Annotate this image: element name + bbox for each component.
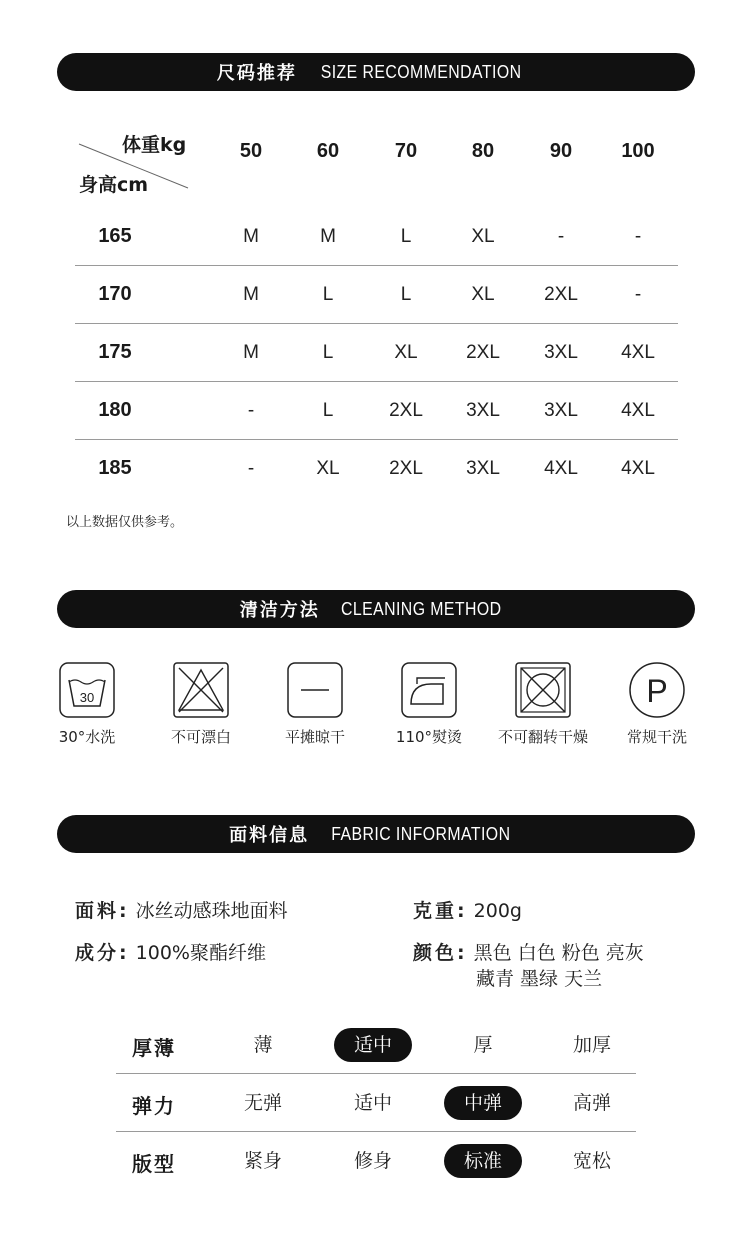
size-cell: - <box>557 226 565 247</box>
attribute-option: 修身 <box>353 1150 392 1172</box>
fabric-weight-info <box>413 896 522 923</box>
attribute-row-fit <box>116 1132 636 1189</box>
wash-temperature-text: 30 <box>79 690 95 705</box>
fabric-information-banner <box>57 815 695 853</box>
size-cell: L <box>400 284 412 305</box>
size-cell: - <box>247 400 255 421</box>
attribute-option: 薄 <box>253 1034 273 1056</box>
size-cell: M <box>243 342 259 363</box>
size-recommendation-banner <box>57 53 695 91</box>
care-item-iron-110 <box>369 662 489 747</box>
care-item-no-tumble-dry <box>483 662 603 747</box>
material-info <box>75 896 288 923</box>
banner-title-zh: 尺码推荐 <box>216 63 297 84</box>
reference-note: 以上数据仅供参考。 <box>66 515 184 530</box>
size-cell: 2XL <box>466 342 500 363</box>
weight-column-header: 50 <box>239 140 263 162</box>
attribute-name: 厚薄 <box>132 1036 176 1060</box>
fabric-weight-key: 克重: <box>413 900 468 922</box>
composition-info <box>75 938 266 965</box>
size-cell: - <box>634 226 642 247</box>
color-info <box>413 938 644 965</box>
attribute-option: 紧身 <box>243 1150 282 1172</box>
composition-key: 成分: <box>75 942 130 964</box>
size-cell: L <box>400 226 412 247</box>
height-row-header: 185 <box>98 457 132 479</box>
banner-title-en: SIZE RECOMMENDATION <box>320 61 522 82</box>
height-row-header: 175 <box>98 341 132 363</box>
care-item-dry-flat <box>255 662 375 747</box>
attribute-option: 无弹 <box>243 1092 282 1114</box>
size-cell: 4XL <box>621 458 655 479</box>
size-cell: 2XL <box>544 284 578 305</box>
size-cell: M <box>243 284 259 305</box>
wash-30-icon <box>59 662 115 718</box>
color-info-continued <box>476 964 602 991</box>
attribute-option: 适中 <box>353 1092 392 1114</box>
size-cell: - <box>634 284 642 305</box>
height-axis-label: 身高cm <box>79 174 149 196</box>
size-cell: 2XL <box>389 458 423 479</box>
attribute-option: 高弹 <box>572 1092 611 1114</box>
size-cell: 4XL <box>621 400 655 421</box>
size-row <box>75 381 678 440</box>
attribute-option: 厚 <box>473 1034 493 1056</box>
no-bleach-icon <box>173 662 229 718</box>
material-key: 面料: <box>75 900 130 922</box>
height-row-header: 170 <box>98 283 132 305</box>
care-label: 不可翻转干燥 <box>497 728 588 746</box>
size-cell: XL <box>471 226 495 247</box>
banner-title-en: FABRIC INFORMATION <box>331 823 511 844</box>
cleaning-method-banner <box>57 590 695 628</box>
care-item-no-bleach <box>141 662 261 747</box>
care-label: 不可漂白 <box>170 728 231 746</box>
attribute-option-selected: 标准 <box>444 1144 522 1178</box>
care-item-wash-30 <box>27 662 147 747</box>
care-label: 常规干洗 <box>626 728 687 746</box>
size-cell: 3XL <box>466 458 500 479</box>
color-key: 颜色: <box>413 942 468 964</box>
no-tumble-dry-icon <box>515 662 571 718</box>
size-cell: - <box>247 458 255 479</box>
size-row <box>75 265 678 324</box>
table-corner-header <box>75 118 190 198</box>
height-row-header: 180 <box>98 399 132 421</box>
attribute-row-thickness <box>116 1016 636 1074</box>
attribute-name: 弹力 <box>132 1094 176 1118</box>
weight-column-header: 60 <box>316 140 340 162</box>
size-cell: 4XL <box>544 458 578 479</box>
color-values-line1: 黑色 白色 粉色 亮灰 <box>473 942 644 964</box>
weight-column-header: 80 <box>471 140 495 162</box>
banner-title-zh: 清洁方法 <box>239 600 320 621</box>
size-cell: L <box>322 400 334 421</box>
material-value: 冰丝动感珠地面料 <box>135 900 288 922</box>
size-cell: M <box>320 226 336 247</box>
iron-icon <box>401 662 457 718</box>
dry-clean-p-icon <box>629 662 685 718</box>
attribute-option: 加厚 <box>572 1034 611 1056</box>
size-cell: XL <box>471 284 495 305</box>
height-row-header: 165 <box>98 225 132 247</box>
attribute-name: 版型 <box>132 1152 176 1176</box>
weight-column-header: 70 <box>394 140 418 162</box>
care-item-dry-clean <box>597 662 717 747</box>
size-row <box>75 323 678 382</box>
dry-clean-letter: P <box>646 673 668 709</box>
weight-column-header: 90 <box>549 140 573 162</box>
attribute-option: 宽松 <box>572 1150 611 1172</box>
color-values-line2: 藏青 墨绿 天兰 <box>476 968 603 990</box>
care-label: 110°熨烫 <box>395 728 463 746</box>
composition-value: 100%聚酯纤维 <box>135 942 266 964</box>
attribute-option-selected: 中弹 <box>444 1086 522 1120</box>
size-cell: XL <box>316 458 340 479</box>
size-cell: 2XL <box>389 400 423 421</box>
size-cell: M <box>243 226 259 247</box>
attribute-option-selected: 适中 <box>334 1028 412 1062</box>
size-cell: 4XL <box>621 342 655 363</box>
size-cell: 3XL <box>544 342 578 363</box>
weight-axis-label: 体重kg <box>122 134 187 156</box>
size-cell: 3XL <box>466 400 500 421</box>
size-cell: XL <box>394 342 418 363</box>
size-cell: 3XL <box>544 400 578 421</box>
size-row <box>75 439 678 497</box>
size-row <box>75 207 678 266</box>
weight-column-header: 100 <box>621 140 655 162</box>
banner-title-en: CLEANING METHOD <box>340 598 502 619</box>
banner-title-zh: 面料信息 <box>229 825 310 846</box>
fabric-weight-value: 200g <box>473 900 522 922</box>
size-cell: L <box>322 284 334 305</box>
care-label: 30°水洗 <box>58 728 116 746</box>
size-cell: L <box>322 342 334 363</box>
dry-flat-icon <box>287 662 343 718</box>
attribute-row-elasticity <box>116 1074 636 1132</box>
care-label: 平摊晾干 <box>284 728 345 746</box>
